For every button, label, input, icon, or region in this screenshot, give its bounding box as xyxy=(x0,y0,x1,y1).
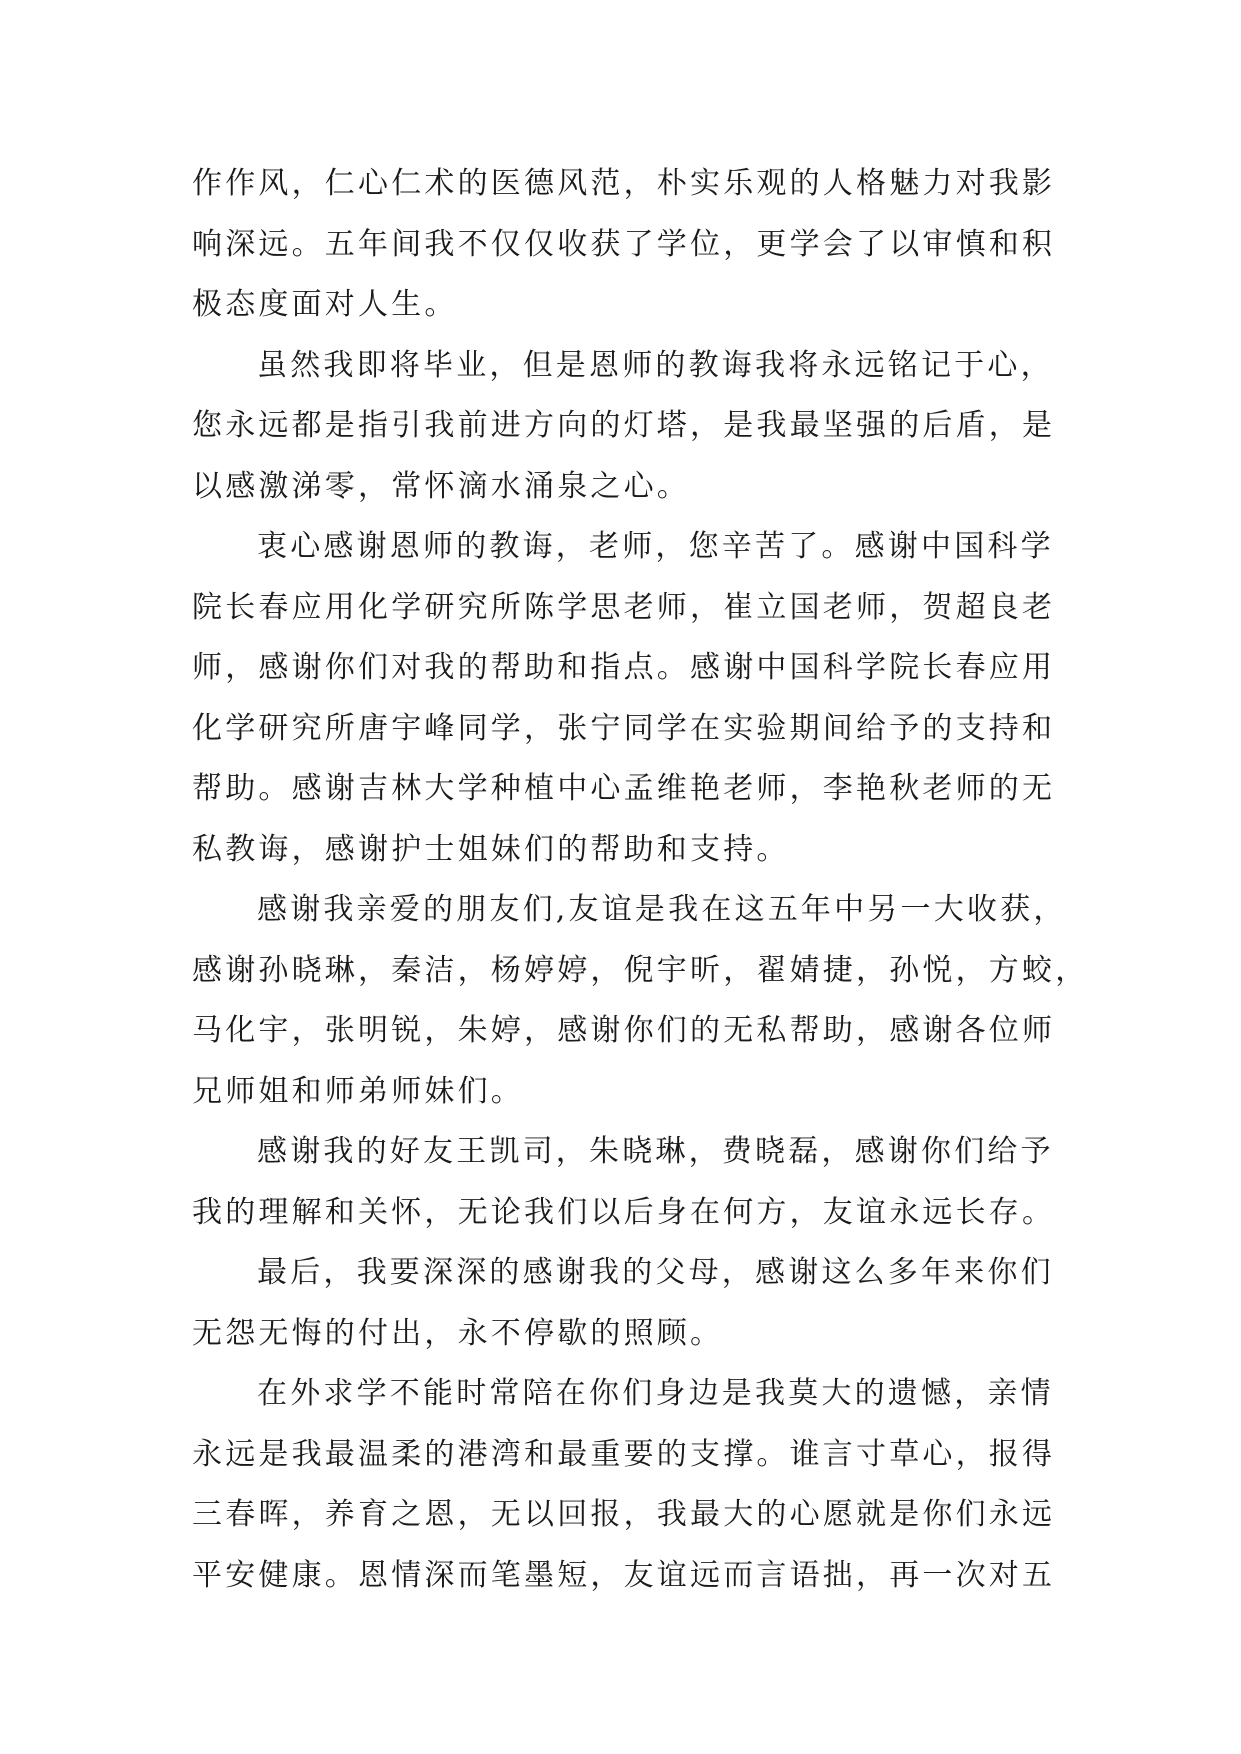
document-body xyxy=(192,154,1089,1606)
text-line: 化学研究所唐宇峰同学，张宁同学在实验期间给予的支持和 xyxy=(192,710,1056,746)
text-line: 感谢我亲爱的朋友们,友谊是我在这五年中另一大收获， xyxy=(257,892,1067,927)
text-line: 永远是我最温柔的港湾和最重要的支撑。谁言寸草心，报得 xyxy=(192,1436,1056,1472)
text-line: 虽然我即将毕业，但是恩师的教诲我将永远铭记于心， xyxy=(257,347,1054,383)
text-line: 兄师姐和师弟师妹们。 xyxy=(192,1073,524,1109)
text-line: 您永远都是指引我前进方向的灯塔，是我最坚强的后盾，是 xyxy=(192,408,1056,443)
text-line: 以感激涕零，常怀滴水涌泉之心。 xyxy=(192,468,690,504)
text-line: 三春晖，养育之恩，无以回报，我最大的心愿就是你们永远 xyxy=(192,1497,1056,1532)
text-line: 极态度面对人生。 xyxy=(192,287,458,322)
text-line: 帮助。感谢吉林大学种植中心孟维艳老师，李艳秋老师的无 xyxy=(192,771,1056,806)
text-line: 我的理解和关怀，无论我们以后身在何方，友谊永远长存。 xyxy=(192,1194,1056,1230)
text-line: 无怨无悔的付出，永不停歇的照顾。 xyxy=(192,1315,724,1351)
text-line: 感谢我的好友王凯司，朱晓琳，费晓磊，感谢你们给予 xyxy=(257,1134,1054,1169)
text-line: 马化宇，张明锐，朱婷，感谢你们的无私帮助，感谢各位师 xyxy=(192,1013,1056,1048)
text-line: 院长春应用化学研究所陈学思老师，崔立国老师，贺超良老 xyxy=(192,589,1056,625)
text-line: 在外求学不能时常陪在你们身边是我莫大的遗憾，亲情 xyxy=(257,1376,1054,1411)
text-line: 师，感谢你们对我的帮助和指点。感谢中国科学院长春应用 xyxy=(192,650,1056,685)
text-line: 感谢孙晓琳，秦洁，杨婷婷，倪宇昕，翟婧捷，孙悦，方蛟， xyxy=(192,952,1089,988)
text-line: 平安健康。恩情深而笔墨短，友谊远而言语拙，再一次对五 xyxy=(192,1557,1056,1593)
text-line: 响深远。五年间我不仅仅收获了学位，更学会了以审慎和积 xyxy=(192,226,1056,262)
text-line: 作作风，仁心仁术的医德风范，朴实乐观的人格魅力对我影 xyxy=(192,166,1056,201)
text-line: 衷心感谢恩师的教诲，老师，您辛苦了。感谢中国科学 xyxy=(257,529,1054,564)
text-line: 最后，我要深深的感谢我的父母，感谢这么多年来你们 xyxy=(257,1255,1054,1290)
text-line: 私教诲，感谢护士姐妹们的帮助和支持。 xyxy=(192,831,790,867)
